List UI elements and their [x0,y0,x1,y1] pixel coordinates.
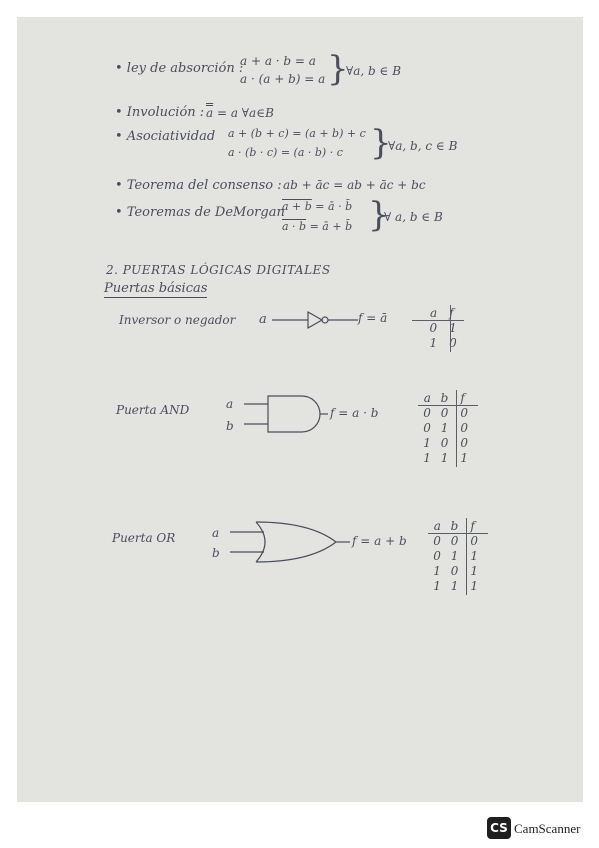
associativity-eq1: a + (b + c) = (a + b) + c [228,127,366,140]
table-row: 0 0 0 [433,533,478,548]
absorption-eq1: a + a · b = a [240,54,316,68]
inverter-label: Inversor o negador [119,313,236,327]
section-subtitle: Puertas básicas [104,281,208,296]
table-row: 1 0 0 [423,435,468,450]
demorgan-eq2-rhs: = ā + b̄ [306,220,353,233]
and-truth-table [418,390,478,467]
and-output: f = a · b [330,406,379,420]
table-header: a b f [433,518,475,533]
and-label: Puerta AND [116,403,190,417]
inverter-symbol [270,306,366,332]
table-row: 0 1 1 [433,548,478,563]
demorgan-label: • Teoremas de DeMorgan [115,205,285,220]
absorption-brace: } [327,49,349,89]
and-input-b: b [226,419,234,433]
camscanner-logo-icon: CS [487,817,511,839]
camscanner-watermark-text: CamScanner [514,821,581,836]
or-label: Puerta OR [112,531,176,545]
absorption-eq2: a · (a + b) = a [240,72,326,86]
table-row: 0 1 [429,320,457,335]
involution-eq [206,107,274,119]
table-row: 1 1 1 [423,450,468,465]
section-title: 2. PUERTAS LÓGICAS DIGITALES [106,263,331,277]
demorgan-eq1 [282,201,352,212]
involution-label: • Involución : [115,105,205,120]
table-hline [428,533,488,534]
associativity-quantifier: ∀a, b, c ∈ B [388,139,458,153]
inverter-output: f = ā [358,311,388,325]
table-hline [412,320,464,321]
consensus-eq: ab + āc = ab + āc + bc [283,178,426,192]
involution-eq-rest: = a ∀a∈B [213,106,274,120]
absorption-quantifier: ∀a, b ∈ B [346,64,402,78]
table-vline [456,390,457,467]
demorgan-eq1-lhs: a + b [282,200,312,213]
associativity-eq2: a · (b · c) = (a · b) · c [228,146,343,159]
inverter-input: a [259,312,267,327]
absorption-label: • ley de absorción : [115,61,244,76]
or-input-b: b [212,546,220,560]
demorgan-quantifier: ∀ a, b ∈ B [384,210,443,224]
inverter-truth-table [412,305,464,352]
demorgan-eq1-rhs: = ā · b̄ [311,200,353,213]
or-output: f = a + b [352,534,407,548]
or-input-a: a [212,526,220,540]
table-hline [418,405,478,406]
table-row: 0 1 0 [423,420,468,435]
table-row: 1 0 1 [433,563,478,578]
table-vline [466,518,467,595]
and-gate-symbol [244,394,328,434]
table-header: a b f [423,390,465,405]
and-input-a: a [226,397,234,411]
demorgan-brace: } [368,195,390,235]
table-row: 0 0 0 [423,405,468,420]
associativity-label: • Asociatividad [115,129,216,144]
consensus-label: • Teorema del consenso : [115,178,282,193]
table-row: 1 0 [429,335,457,350]
or-gate-symbol [230,520,352,564]
table-header: a f [429,305,454,320]
associativity-brace: } [370,123,392,163]
demorgan-eq2-lhs: a · b [282,220,307,233]
table-row: 1 1 1 [433,578,478,593]
or-truth-table [428,518,488,595]
double-bar-a: a [206,106,214,120]
demorgan-eq2 [282,221,352,232]
table-vline [450,305,451,352]
